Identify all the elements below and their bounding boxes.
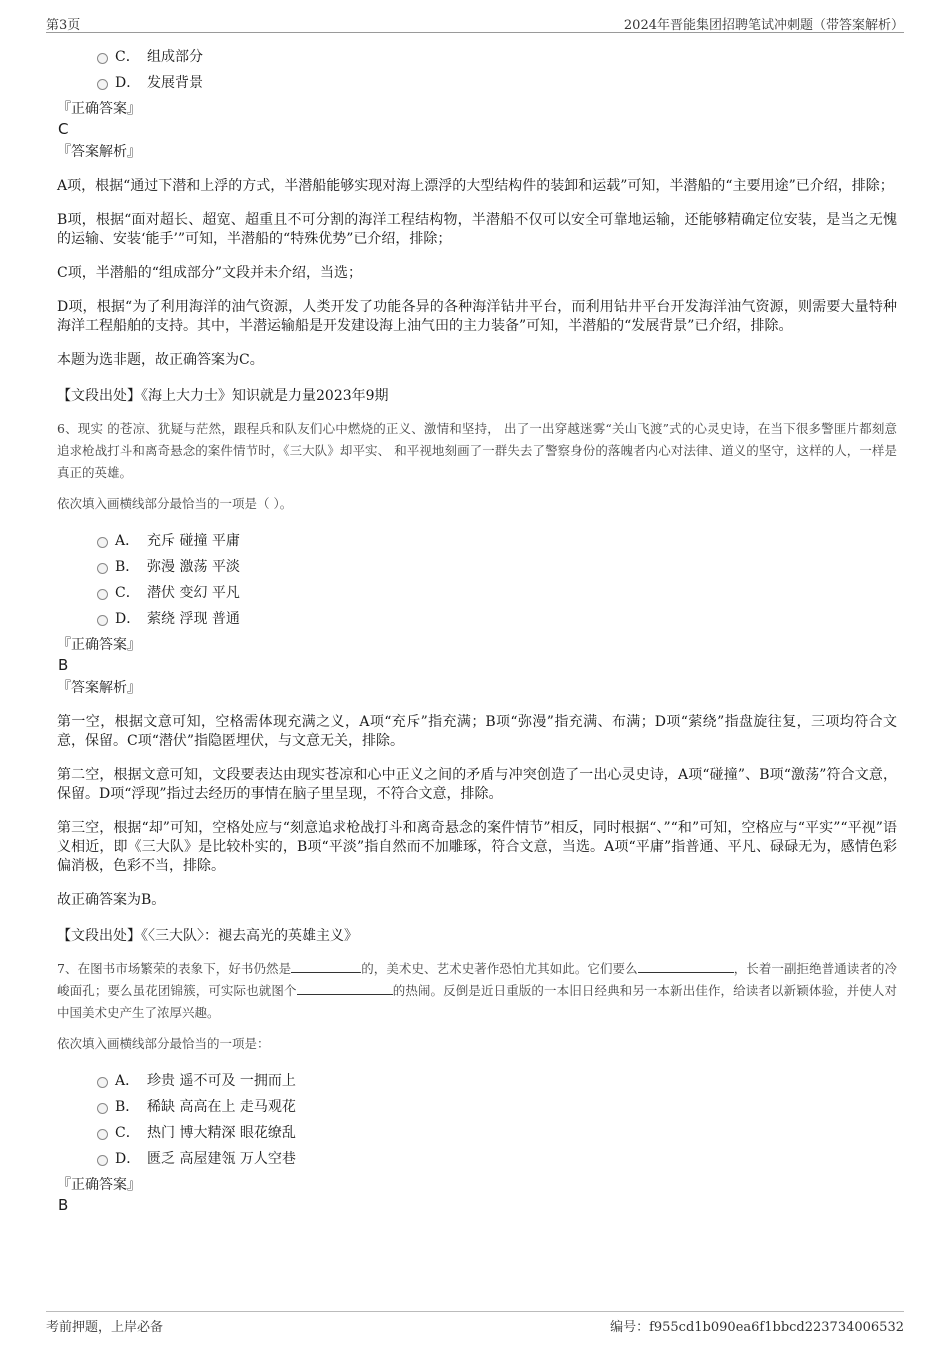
q6-analysis-1: 第一空，根据文意可知，空格需体现充满之义，A项“充斥”指充满；B项“弥漫”指充满、布满；D项“萦绕”指盘旋往复，三项均符合文意，保留。C项“潜伏”指隐匿埋伏，与文意无关，排除。 — [57, 714, 897, 749]
radio-icon[interactable] — [97, 1077, 108, 1088]
q7-question: 7、在图书市场繁荣的表象下，好书仍然是 的，美术史、艺术史著作恐怕尤其如此。它们要么 ，长着一副拒绝普通读者的冷峻面孔；要么虽花团锦簇，可实际也就图个 的热闹。反倒是近日重版的一本旧日经典和另一本新出佳作，给读者以新颖体验，并使人对中国美术史产生了浓厚兴趣。 — [57, 958, 897, 1024]
q6-prompt: 依次填入画横线部分最恰当的一项是（ ）。 — [57, 496, 293, 511]
q7-option-a[interactable]: A． 珍贵 遥不可及 一拥而上 — [57, 1068, 897, 1094]
fill-blank-2 — [638, 958, 734, 973]
q6-option-b[interactable]: B． 弥漫 激荡 平淡 — [57, 554, 897, 580]
q6-analysis-2: 第二空，根据文意可知，文段要表达由现实苍凉和心中正义之间的矛盾与冲突创造了一出心灵史诗，A项“碰撞”、B项“激荡”符合文意，保留。D项“浮现”指过去经历的事情在脑子里呈现，不符合文意，排除。 — [57, 767, 897, 802]
q6-conclusion: 故正确答案为B。 — [57, 892, 166, 908]
q7-option-d[interactable]: D． 匮乏 高屋建瓴 万人空巷 — [57, 1146, 897, 1172]
document-title: 2024年晋能集团招聘笔试冲刺题（带答案解析） — [623, 18, 904, 33]
q6-option-d[interactable]: D． 萦绕 浮现 普通 — [57, 606, 897, 632]
q7-answer-label: 『正确答案』 — [57, 1177, 141, 1193]
page-number: 第3页 — [46, 18, 81, 33]
radio-icon[interactable] — [97, 537, 108, 548]
document-code: 编号：f955cd1b090ea6f1bbcd223734006532 — [610, 1320, 904, 1335]
q6-option-c[interactable]: C． 潜伏 变幻 平凡 — [57, 580, 897, 606]
q6-answer-label: 『正确答案』 — [57, 637, 141, 653]
q6-options — [57, 528, 897, 632]
radio-icon[interactable] — [97, 1155, 108, 1166]
radio-icon[interactable] — [97, 79, 108, 90]
q7-option-c[interactable]: C． 热门 博大精深 眼花缭乱 — [57, 1120, 897, 1146]
q6-question: 6、现实 的苍凉、犹疑与茫然，跟程兵和队友们心中燃烧的正义、激情和坚持， 出了一出穿越迷雾“关山飞渡”式的心灵史诗，在当下很多警匪片都刻意追求枪战打斗和离奇悬念的案件情节时，《三大队》却平实、 和平视地刻画了一群失去了警察身份的落魄者内心对法律、道义的坚守，这样的人，一样是真正的英雄。 — [57, 421, 897, 480]
q5-option-c[interactable]: C． 组成部分 — [57, 44, 897, 70]
fill-blank-1 — [291, 958, 361, 973]
radio-icon[interactable] — [97, 1103, 108, 1114]
radio-icon[interactable] — [97, 1129, 108, 1140]
page-footer — [46, 1311, 904, 1336]
q5-answer-label: 『正确答案』 — [57, 101, 141, 117]
q7-options — [57, 1068, 897, 1172]
page-header — [46, 12, 904, 33]
q7-option-b[interactable]: B． 稀缺 高高在上 走马观花 — [57, 1094, 897, 1120]
q6-analysis-3: 第三空，根据“却”可知，空格处应与“刻意追求枪战打斗和离奇悬念的案件情节”相反，同时根据“、”“和”可知，空格应与“平实”“平视”语义相近，即《三大队》是比较朴实的，B项“平淡”指自然而不加雕琢，符合文意，当选。A项“平庸”指普通、平凡、碌碌无为，感情色彩偏消极，色彩不当，排除。 — [57, 820, 897, 874]
q7-prompt: 依次填入画横线部分最恰当的一项是： — [57, 1036, 270, 1051]
q5-answer: C — [58, 120, 69, 138]
q6-analysis-label: 『答案解析』 — [57, 680, 141, 696]
q7-answer: B — [58, 1196, 69, 1214]
radio-icon[interactable] — [97, 615, 108, 626]
q5-options — [57, 44, 897, 96]
fill-blank-3 — [297, 980, 393, 995]
q5-analysis-a: A项，根据“通过下潜和上浮的方式，半潜船能够实现对海上漂浮的大型结构件的装卸和运载”可知，半潜船的“主要用途”已介绍，排除； — [57, 178, 894, 194]
q5-conclusion: 本题为选非题，故正确答案为C。 — [57, 352, 264, 368]
q5-source: 【文段出处】《海上大力士》知识就是力量2023年9期 — [57, 388, 389, 404]
radio-icon[interactable] — [97, 53, 108, 64]
q5-analysis-d: D项，根据“为了利用海洋的油气资源，人类开发了功能各异的各种海洋钻井平台，而利用钻井平台开发海洋油气资源，则需要大量特种海洋工程船舶的支持。其中，半潜运输船是开发建设海上油气田的主力装备”可知，半潜船的“发展背景”已介绍，排除。 — [57, 299, 897, 334]
q6-answer: B — [58, 656, 69, 674]
q5-analysis-b: B项，根据“面对超长、超宽、超重且不可分割的海洋工程结构物，半潜船不仅可以安全可靠地运输，还能够精确定位安装，是当之无愧的运输、安装‘能手’”可知，半潜船的“特殊优势”已介绍，排除； — [57, 212, 897, 247]
q5-analysis-label: 『答案解析』 — [57, 144, 141, 160]
q5-option-d[interactable]: D． 发展背景 — [57, 70, 897, 96]
footer-slogan: 考前押题，上岸必备 — [46, 1320, 164, 1335]
q6-option-a[interactable]: A． 充斥 碰撞 平庸 — [57, 528, 897, 554]
radio-icon[interactable] — [97, 563, 108, 574]
q6-source: 【文段出处】《〈三大队〉：褪去高光的英雄主义》 — [57, 928, 358, 944]
q5-analysis-c: C项，半潜船的“组成部分”文段并未介绍，当选； — [57, 265, 363, 281]
radio-icon[interactable] — [97, 589, 108, 600]
page-content — [57, 44, 897, 1215]
